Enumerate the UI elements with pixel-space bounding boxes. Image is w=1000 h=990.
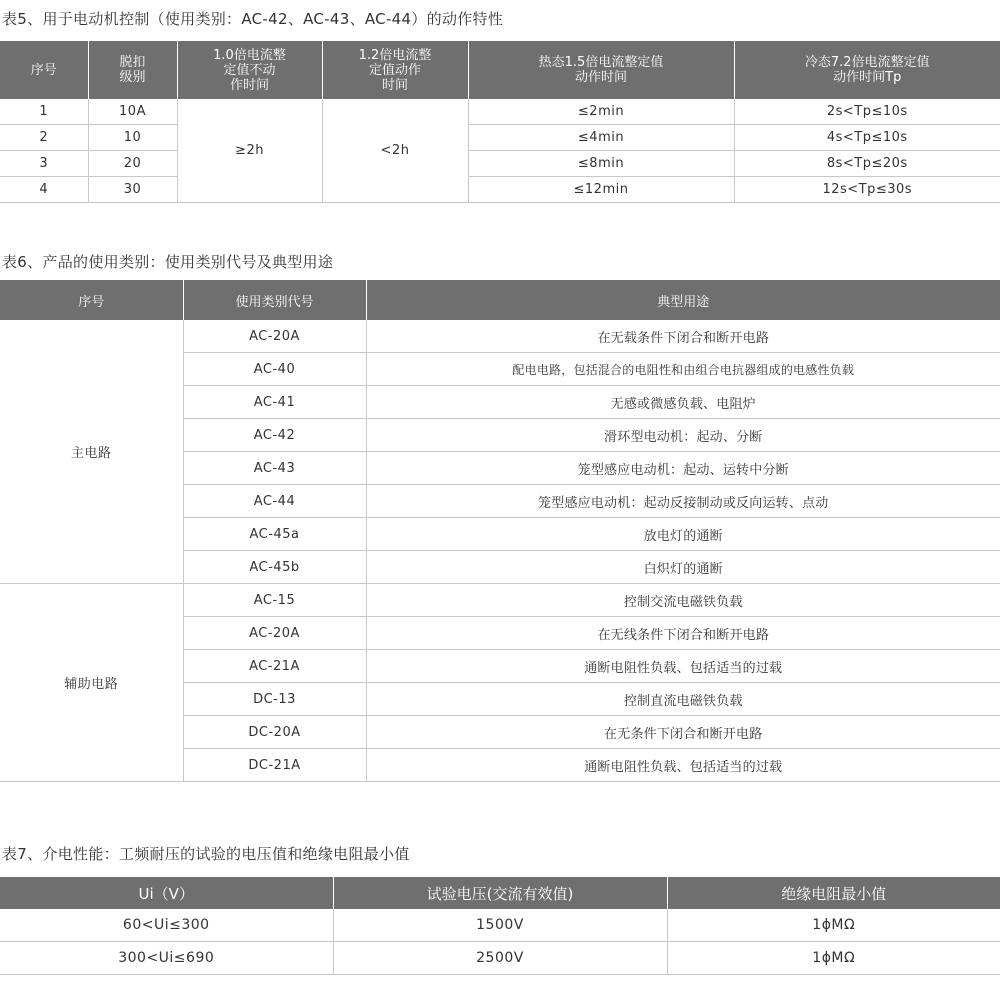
- table7-header-insulation-resistance: 绝缘电阻最小值: [667, 877, 1000, 909]
- table5-cell-merged-1-2x: <2h: [322, 99, 468, 203]
- table6-caption: 表6、产品的使用类别：使用类别代号及典型用途: [2, 253, 334, 271]
- table5-cell-cold: 12s<Tp≤30s: [734, 177, 1000, 203]
- table5-caption: 表5、用于电动机控制（使用类别：AC-42、AC-43、AC-44）的动作特性: [2, 10, 504, 28]
- table5-header-1-0x: 1.0倍电流整 定值不动 作时间: [177, 41, 322, 99]
- table6-cell-use: 在无线条件下闭合和断开电路: [366, 617, 1000, 650]
- table7-cell-ui: 60<Ui≤300: [0, 909, 333, 942]
- table5-header-no: 序号: [0, 41, 88, 99]
- table6-header-code: 使用类别代号: [183, 280, 366, 320]
- table5-header-cold-7-2x: 冷态7.2倍电流整定值 动作时间Tp: [734, 41, 1000, 99]
- table7-header-ui: Ui（V）: [0, 877, 333, 909]
- table5-cell-level: 30: [88, 177, 177, 203]
- table6-cell-code: AC-20A: [183, 320, 366, 353]
- table-row: [0, 584, 1000, 617]
- table6-cell-use: 滑环型电动机：起动、分断: [366, 419, 1000, 452]
- table6-cell-code: AC-45a: [183, 518, 366, 551]
- table5-cell-no: 3: [0, 151, 88, 177]
- table5-cell-no: 2: [0, 125, 88, 151]
- table6-header-row: [0, 280, 1000, 320]
- table5-cell-cold: 2s<Tp≤10s: [734, 99, 1000, 125]
- table-row: [0, 99, 1000, 125]
- table5-cell-hot: ≤8min: [468, 151, 734, 177]
- table6-cell-code: AC-21A: [183, 650, 366, 683]
- table-row: [0, 942, 1000, 975]
- table6-cell-use: 通断电阻性负载、包括适当的过载: [366, 749, 1000, 782]
- table6-cell-code: AC-43: [183, 452, 366, 485]
- table6-cell-code: AC-44: [183, 485, 366, 518]
- table6-cell-use: 无感或微感负载、电阻炉: [366, 386, 1000, 419]
- table7-header-row: [0, 877, 1000, 909]
- table6-cell-use: 配电电路，包括混合的电阻性和由组合电抗器组成的电感性负载: [366, 353, 1000, 386]
- table6-cell-code: DC-21A: [183, 749, 366, 782]
- table6-cell-code: AC-45b: [183, 551, 366, 584]
- table6-group-aux-circuit: 辅助电路: [0, 584, 183, 782]
- table5-cell-hot: ≤12min: [468, 177, 734, 203]
- table6-group-main-circuit: 主电路: [0, 320, 183, 584]
- table7-header-test-voltage: 试验电压(交流有效值): [333, 877, 667, 909]
- table5-cell-cold: 8s<Tp≤20s: [734, 151, 1000, 177]
- table-row: [0, 125, 1000, 151]
- table6-cell-code: AC-20A: [183, 617, 366, 650]
- table6-cell-use: 放电灯的通断: [366, 518, 1000, 551]
- table5-cell-no: 1: [0, 99, 88, 125]
- table6-cell-use: 笼型感应电动机：起动反接制动或反向运转、点动: [366, 485, 1000, 518]
- table7-cell-voltage: 2500V: [333, 942, 667, 975]
- table6-cell-code: DC-20A: [183, 716, 366, 749]
- table5-cell-level: 10: [88, 125, 177, 151]
- table5-header-1-2x: 1.2倍电流整 定值动作 时间: [322, 41, 468, 99]
- table5-cell-level: 20: [88, 151, 177, 177]
- table5-trip-characteristics: [0, 41, 1000, 203]
- table-row: [0, 177, 1000, 203]
- table5-cell-hot: ≤4min: [468, 125, 734, 151]
- table6-cell-use: 通断电阻性负载、包括适当的过载: [366, 650, 1000, 683]
- table6-cell-use: 白炽灯的通断: [366, 551, 1000, 584]
- table6-usage-categories: [0, 280, 1000, 782]
- table5-header-hot-1-5x: 热态1.5倍电流整定值 动作时间: [468, 41, 734, 99]
- table5-cell-level: 10A: [88, 99, 177, 125]
- table6-cell-use: 控制交流电磁铁负载: [366, 584, 1000, 617]
- table7-dielectric-properties: [0, 877, 1000, 975]
- table-row: [0, 320, 1000, 353]
- table7-caption: 表7、介电性能：工频耐压的试验的电压值和绝缘电阻最小值: [2, 845, 410, 863]
- table6-cell-code: AC-15: [183, 584, 366, 617]
- table6-cell-use: 在无条件下闭合和断开电路: [366, 716, 1000, 749]
- table6-cell-code: AC-42: [183, 419, 366, 452]
- table7-cell-voltage: 1500V: [333, 909, 667, 942]
- table7-cell-resistance: 1ϕMΩ: [667, 942, 1000, 975]
- table6-cell-code: DC-13: [183, 683, 366, 716]
- table7-cell-ui: 300<Ui≤690: [0, 942, 333, 975]
- table6-cell-code: AC-40: [183, 353, 366, 386]
- table6-cell-use: 控制直流电磁铁负载: [366, 683, 1000, 716]
- table7-cell-resistance: 1ϕMΩ: [667, 909, 1000, 942]
- table6-header-no: 序号: [0, 280, 183, 320]
- table5-cell-hot: ≤2min: [468, 99, 734, 125]
- table-row: [0, 909, 1000, 942]
- table6-header-use: 典型用途: [366, 280, 1000, 320]
- table5-cell-cold: 4s<Tp≤10s: [734, 125, 1000, 151]
- table6-cell-use: 在无载条件下闭合和断开电路: [366, 320, 1000, 353]
- table5-cell-merged-1-0x: ≥2h: [177, 99, 322, 203]
- table5-header-trip-level: 脱扣 级别: [88, 41, 177, 99]
- table5-header-row: [0, 41, 1000, 99]
- table-row: [0, 151, 1000, 177]
- table6-cell-use: 笼型感应电动机：起动、运转中分断: [366, 452, 1000, 485]
- table6-cell-code: AC-41: [183, 386, 366, 419]
- table5-cell-no: 4: [0, 177, 88, 203]
